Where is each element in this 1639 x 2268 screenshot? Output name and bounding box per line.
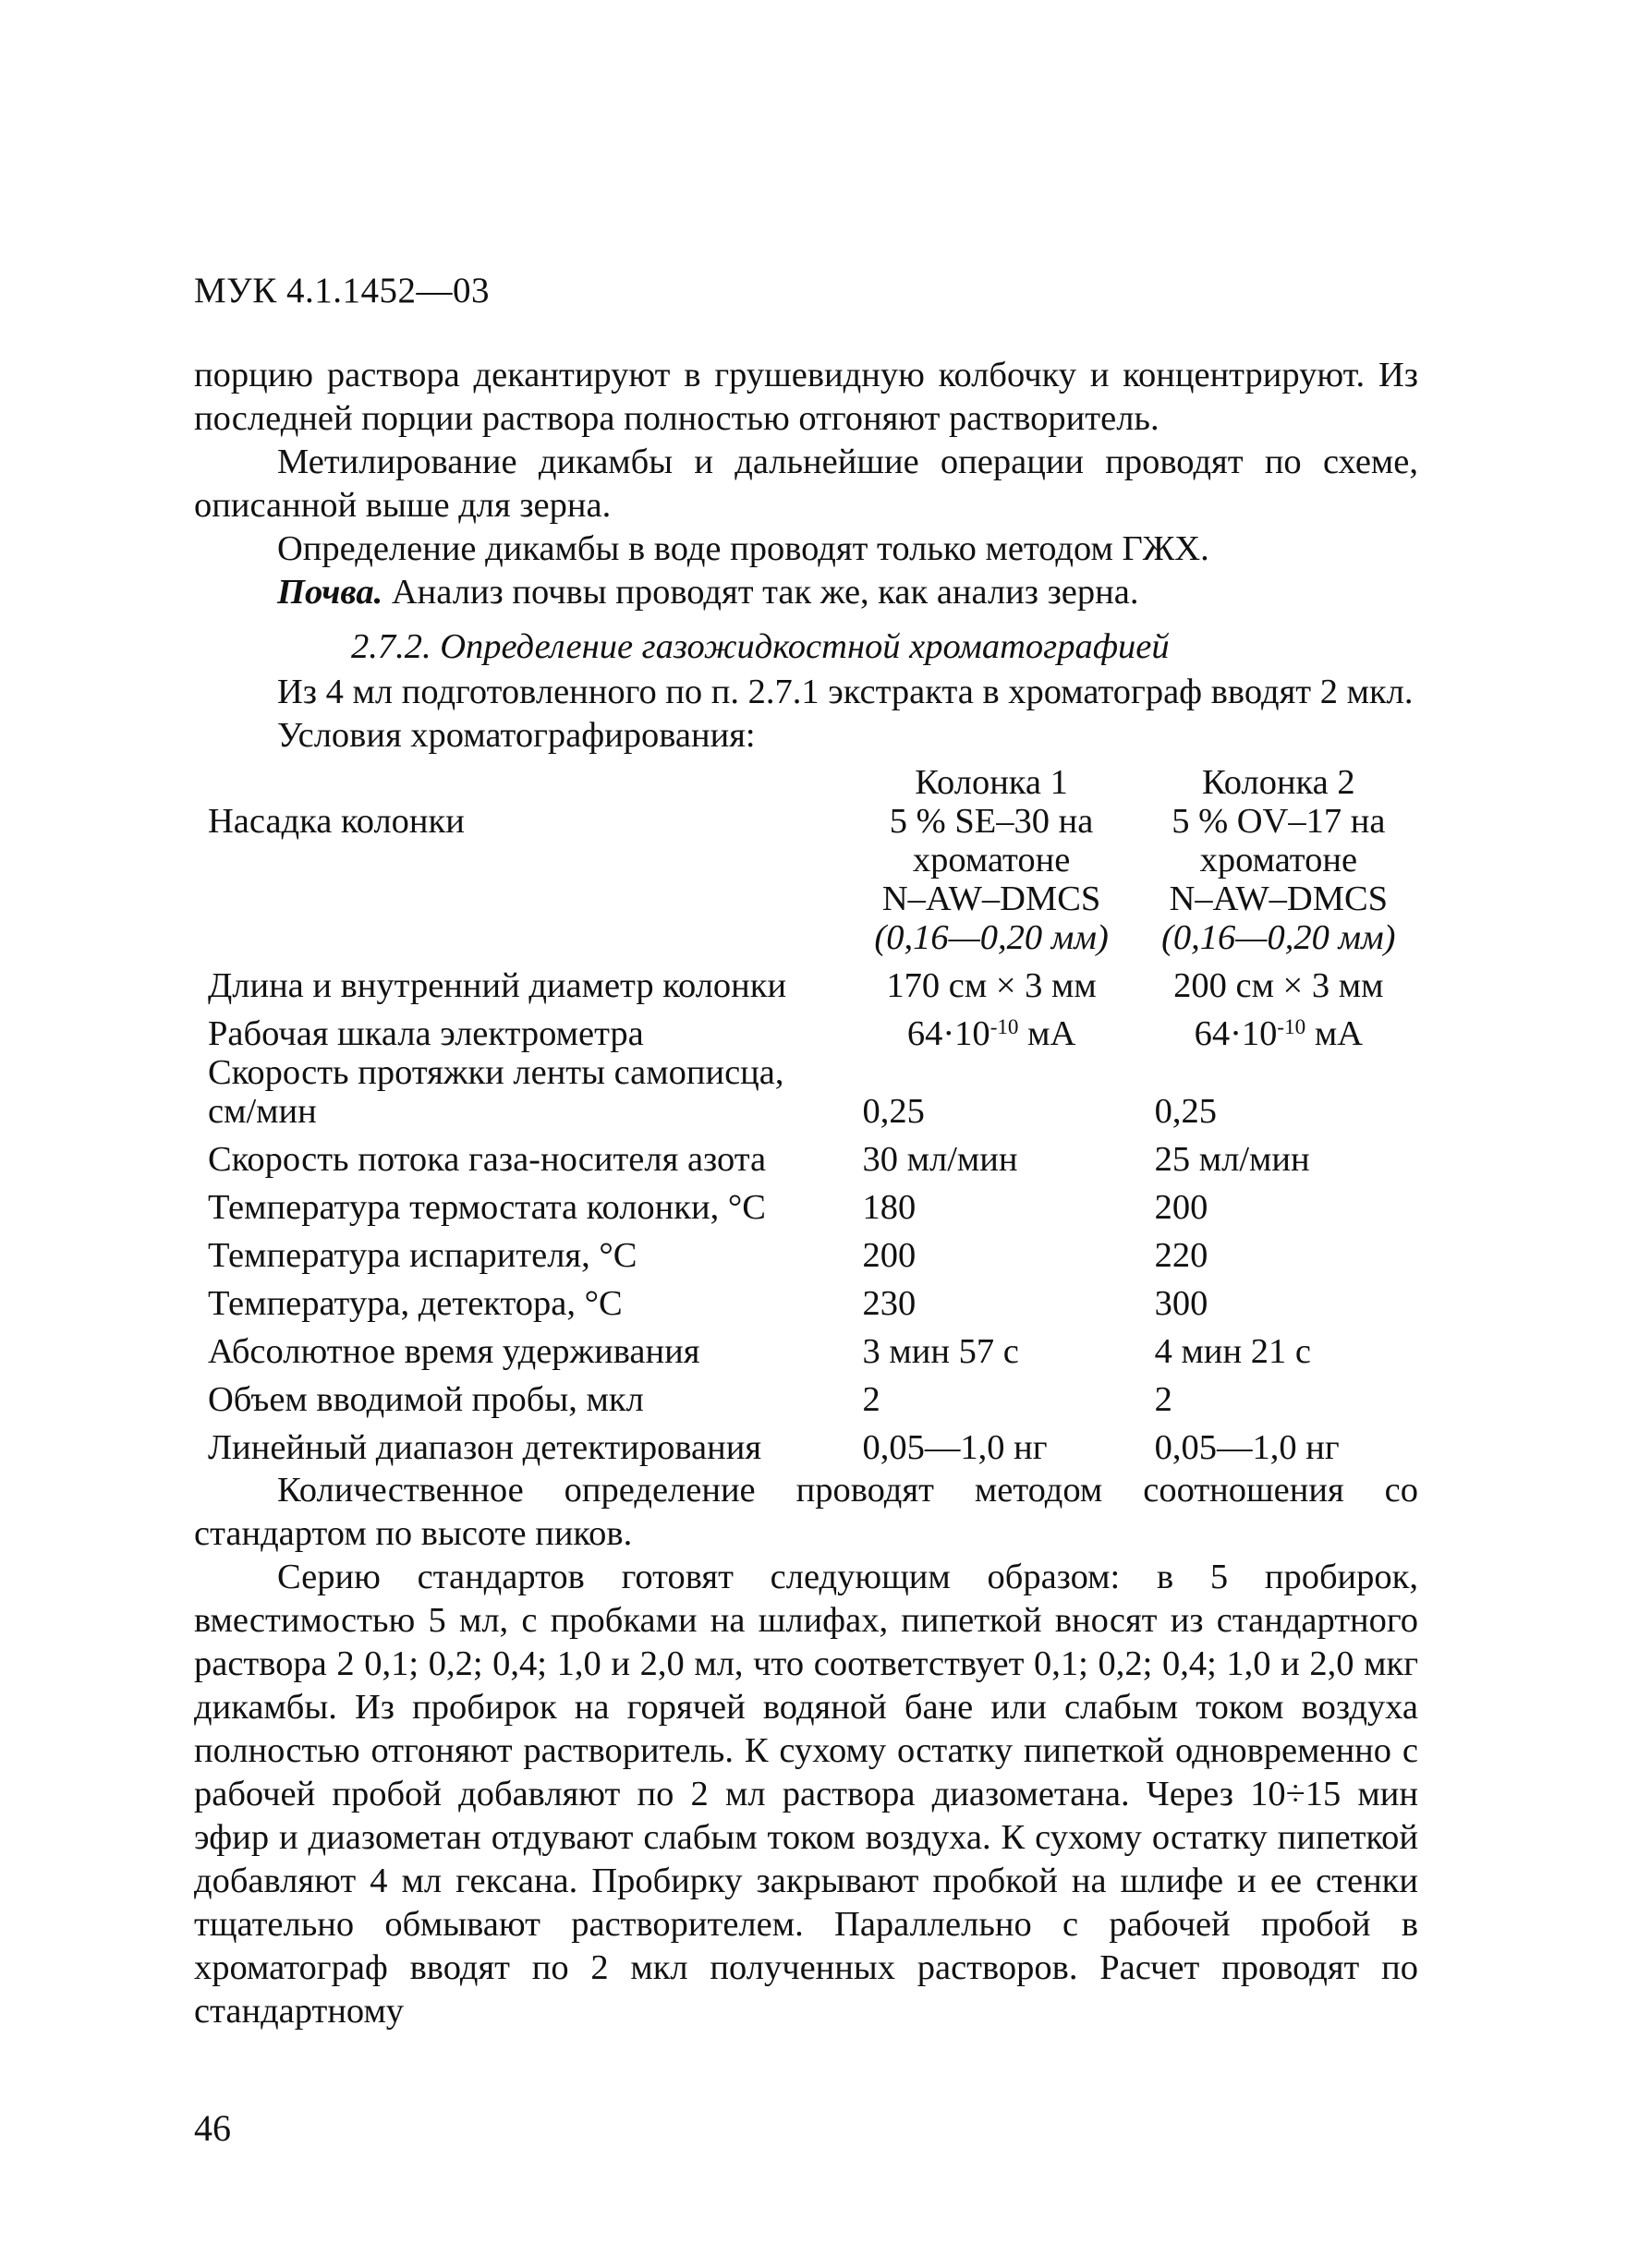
paragraph-quantitative: Количественное определение проводят методом соотношения со стандартом по высоте пиков. xyxy=(194,1471,1418,1553)
document-code-header: МУК 4.1.1452—03 xyxy=(194,271,491,310)
cell-column-2: 0,25 xyxy=(1154,1092,1217,1131)
cell-column-2: 200 xyxy=(1154,1188,1208,1227)
cell-column-2: 25 мл/мин xyxy=(1154,1140,1310,1179)
chromatography-conditions-table xyxy=(194,763,1418,1467)
paragraph-conditions-intro: Условия хроматографирования: xyxy=(277,716,756,755)
cell-column-2: 4 мин 21 с xyxy=(1154,1332,1311,1371)
packing-column-2: 5 % OV–17 на хроматоне N–AW–DMCS (0,16—0,20 мм) xyxy=(1161,802,1396,957)
soil-label: Почва. xyxy=(277,573,383,612)
cell-column-1: 230 xyxy=(862,1284,917,1323)
table-row xyxy=(194,1323,1418,1371)
row-label: Скорость потока газа-носителя азота xyxy=(208,1140,767,1179)
page-number: 46 xyxy=(194,2107,231,2149)
row-label: Длина и внутренний диаметр колонки xyxy=(208,966,787,1005)
cell-column-2: $64\cdot 10^{-10}$ мА xyxy=(1194,1014,1364,1053)
table-row xyxy=(194,1227,1418,1275)
row-label: Температура термостата колонки, °С xyxy=(208,1188,766,1227)
paragraph-soil xyxy=(194,571,1418,614)
row-label: Насадка колонки xyxy=(208,802,465,841)
cell-column-1: $64\cdot 10^{-10}$ мА xyxy=(906,1014,1076,1053)
row-label: Температура испарителя, °С xyxy=(208,1236,637,1275)
cell-column-2: 220 xyxy=(1154,1236,1208,1275)
cell-column-1: 200 xyxy=(862,1236,917,1275)
table-row xyxy=(194,1275,1418,1323)
cell-column-2: 200 см × 3 мм xyxy=(1173,966,1384,1005)
document-body xyxy=(194,354,1418,2033)
cell-column-2: 0,05—1,0 нг xyxy=(1154,1428,1340,1467)
cell-column-1: 0,25 xyxy=(862,1092,925,1131)
cell-column-1: 0,05—1,0 нг xyxy=(862,1428,1048,1467)
column-2-header: Колонка 2 xyxy=(1201,763,1355,802)
table-row xyxy=(194,1419,1418,1467)
paragraph-methylation: Метилирование дикамбы и дальнейшие операции проводят по схеме, описанной выше для зерна. xyxy=(194,443,1418,525)
cell-column-1: 170 см × 3 мм xyxy=(886,966,1097,1005)
paragraph-injection: Из 4 мл подготовленного по п. 2.7.1 экстракта в хроматограф вводят 2 мкл. xyxy=(277,673,1414,711)
paragraph-water: Определение дикамбы в воде проводят только методом ГЖХ. xyxy=(277,529,1209,568)
cell-column-1: 3 мин 57 с xyxy=(862,1332,1019,1371)
cell-column-1: 2 xyxy=(862,1380,880,1419)
cell-column-1: 30 мл/мин xyxy=(862,1140,1018,1179)
table-row xyxy=(194,1005,1418,1053)
table-row xyxy=(194,1131,1418,1179)
cell-column-2: 300 xyxy=(1154,1284,1208,1323)
table-row xyxy=(194,957,1418,1005)
row-label: Линейный диапазон детектирования xyxy=(208,1428,762,1467)
row-label: Абсолютное время удерживания xyxy=(208,1332,700,1371)
soil-text: Анализ почвы проводят так же, как анализ зерна. xyxy=(382,573,1139,612)
column-1-header: Колонка 1 xyxy=(915,763,1068,802)
paragraph-standards: Серию стандартов готовят следующим образом: в 5 пробирок, вместимостью 5 мл, с пробками на шлифах, пипеткой вносят из стандартного раствора 2 0,1; 0,2; 0,4; 1,0 и 2,0 мл, что соответствует 0,1; 0,2; 0,4; 1,0 и 2,0 мкг дикамбы. Из пробирок на горячей водяной бане или слабым током воздуха полностью отгоняют растворитель. К сухому остатку пипеткой одновременно с рабочей пробой добавляют по 2 мл раствора диазометана. Через 10÷15 мин эфир и диазометан отдувают слабым током воздуха. К сухому остатку пипеткой добавляют 4 мл гексана. Пробирку закрывают пробкой на шлифе и ее стенки тщательно обмывают растворителем. Параллельно с рабочей пробой в хроматограф вводят по 2 мкл полученных растворов. Расчет проводят по стандартному xyxy=(194,1558,1418,2031)
row-label: Рабочая шкала электрометра xyxy=(208,1014,644,1053)
row-label: Температура, детектора, °С xyxy=(208,1284,623,1323)
table-row xyxy=(194,802,1418,957)
table-row xyxy=(194,1053,1418,1131)
paragraph-continuation: порцию раствора декантируют в грушевидную колбочку и концентрируют. Из последней порции раствора полностью отгоняют растворитель. xyxy=(194,356,1418,438)
cell-column-1: 180 xyxy=(862,1188,917,1227)
table-header-row xyxy=(194,763,1418,802)
packing-column-1: 5 % SE–30 на хроматоне N–AW–DMCS (0,16—0,20 мм) xyxy=(874,802,1109,957)
cell-column-2: 2 xyxy=(1154,1380,1172,1419)
table-row xyxy=(194,1371,1418,1419)
row-label: Объем вводимой пробы, мкл xyxy=(208,1380,644,1419)
section-subheading: 2.7.2. Определение газожидкостной хроматографией xyxy=(351,627,1170,666)
table-row xyxy=(194,1179,1418,1227)
row-label: Скорость протяжки ленты самописца, см/мин xyxy=(208,1053,784,1131)
